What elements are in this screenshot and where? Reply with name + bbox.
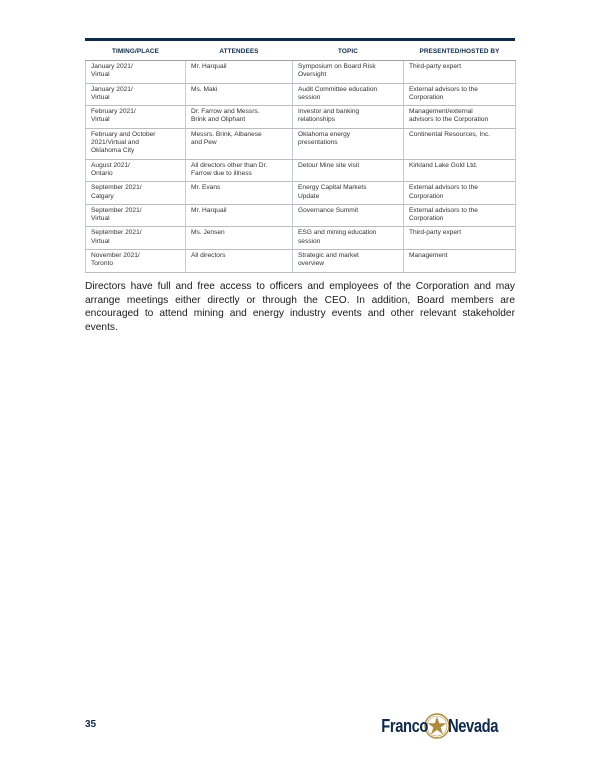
cell-line: February 2021/ — [91, 108, 136, 116]
presented-by-cell — [404, 159, 516, 182]
header-timing-place: TIMING/PLACE — [86, 43, 186, 61]
attendees-cell — [186, 128, 293, 159]
table-row — [86, 106, 516, 129]
attendees-cell — [186, 106, 293, 129]
cell-line: January 2021/ — [91, 85, 133, 93]
topic-cell — [293, 182, 404, 205]
cell-line: Toronto — [91, 260, 113, 268]
topic-cell — [293, 227, 404, 250]
table-row — [86, 250, 516, 273]
cell-line: Brink and Oliphant — [191, 116, 246, 124]
topic-cell — [293, 250, 404, 273]
cell-line: Messrs. Brink, Albanese — [191, 130, 262, 138]
cell-line: relationships — [298, 116, 336, 124]
topic-cell — [293, 128, 404, 159]
attendees-cell — [186, 61, 293, 84]
table-row — [86, 61, 516, 84]
cell-line: session — [298, 93, 321, 101]
table-row — [86, 182, 516, 205]
topic-cell — [293, 83, 404, 106]
timing-place-cell — [86, 128, 186, 159]
cell-line: Calgary — [91, 192, 114, 200]
presented-by-cell — [404, 182, 516, 205]
timing-place-cell — [86, 61, 186, 84]
attendees-cell — [186, 250, 293, 273]
cell-line: Audit Committee education — [298, 85, 378, 93]
franco-nevada-logo — [371, 712, 509, 740]
table-row — [86, 204, 516, 227]
topic-cell — [293, 61, 404, 84]
attendees-cell — [186, 204, 293, 227]
cell-line: Investor and banking — [298, 108, 360, 116]
logo-word-franco: Franco — [381, 715, 429, 736]
cell-line: Continental Resources, Inc. — [409, 130, 490, 138]
presented-by-cell — [404, 128, 516, 159]
timing-place-cell — [86, 106, 186, 129]
cell-line: Governance Summit — [298, 206, 359, 214]
cell-line: Virtual — [91, 237, 110, 245]
table-header-row — [86, 43, 516, 61]
presented-by-cell — [404, 61, 516, 84]
timing-place-cell — [86, 227, 186, 250]
cell-line: February and October — [91, 130, 156, 138]
cell-line: Oklahoma energy — [298, 130, 351, 138]
education-events-table — [85, 43, 516, 273]
timing-place-cell — [86, 83, 186, 106]
cell-line: session — [298, 237, 321, 245]
cell-line: Virtual — [91, 215, 110, 223]
cell-line: External advisors to the — [409, 206, 478, 214]
cell-line: All directors other than Dr. — [191, 161, 268, 169]
timing-place-cell — [86, 182, 186, 205]
page-number: 35 — [85, 719, 97, 730]
cell-line: presentations — [298, 139, 338, 147]
topic-cell — [293, 204, 404, 227]
cell-line: Mr. Harquail — [191, 63, 227, 70]
cell-line: Kirkland Lake Gold Ltd. — [409, 161, 478, 169]
cell-line: Management/external — [409, 108, 473, 116]
cell-line: September 2021/ — [91, 206, 142, 214]
topic-cell — [293, 159, 404, 182]
cell-line: Oklahoma City — [91, 147, 135, 155]
attendees-cell — [186, 227, 293, 250]
timing-place-cell — [86, 204, 186, 227]
cell-line: All directors — [191, 252, 226, 260]
table-top-rule — [85, 38, 515, 41]
cell-line: Ms. Maki — [191, 85, 218, 93]
presented-by-cell — [404, 227, 516, 250]
table-row — [86, 227, 516, 250]
topic-cell — [293, 106, 404, 129]
cell-line: Ms. Jensen — [191, 229, 225, 237]
cell-line: Third-party expert — [409, 229, 462, 237]
header-presented-by: PRESENTED/HOSTED BY — [404, 43, 516, 61]
logo-word-nevada: Nevada — [448, 715, 499, 736]
presented-by-cell — [404, 83, 516, 106]
cell-line: Symposium on Board Risk — [298, 63, 376, 70]
cell-line: Farrow due to illness — [191, 169, 252, 177]
presented-by-cell — [404, 204, 516, 227]
cell-line: January 2021/ — [91, 63, 133, 70]
cell-line: Management — [409, 252, 448, 260]
cell-line: Corporation — [409, 215, 444, 223]
cell-line: Third-party expert — [409, 63, 462, 70]
cell-line: Virtual — [91, 93, 110, 101]
table-row — [86, 83, 516, 106]
cell-line: advisors to the Corporation — [409, 116, 489, 124]
cell-line: Virtual — [91, 116, 110, 124]
attendees-cell — [186, 159, 293, 182]
cell-line: Update — [298, 192, 320, 200]
cell-line: Corporation — [409, 192, 444, 200]
directors-access-paragraph: Directors have full and free access to officers and employees of the Corporation and may arrange meetings either directly or through the CEO. In addition, Board members are encouraged to attend mining and energy industry events and other relevant stakeholder events. — [85, 281, 515, 333]
cell-line: ESG and mining education — [298, 229, 377, 237]
timing-place-cell — [86, 250, 186, 273]
cell-line: August 2021/ — [91, 161, 130, 169]
table-row — [86, 128, 516, 159]
header-topic: TOPIC — [293, 43, 404, 61]
cell-line: overview — [298, 260, 325, 268]
cell-line: Strategic and market — [298, 252, 359, 260]
attendees-cell — [186, 83, 293, 106]
cell-line: September 2021/ — [91, 184, 142, 192]
table-row — [86, 159, 516, 182]
cell-line: and Pew — [191, 139, 217, 147]
cell-line: November 2021/ — [91, 252, 140, 260]
presented-by-cell — [404, 250, 516, 273]
attendees-cell — [186, 182, 293, 205]
cell-line: External advisors to the — [409, 85, 478, 93]
cell-line: Mr. Evans — [191, 184, 221, 192]
cell-line: Ontario — [91, 169, 113, 177]
cell-line: Detour Mine site visit — [298, 161, 360, 169]
cell-line: Oversight — [298, 71, 327, 79]
cell-line: Corporation — [409, 93, 444, 101]
cell-line: Virtual — [91, 71, 110, 79]
cell-line: Energy Capital Markets — [298, 184, 367, 192]
cell-line: 2021/Virtual and — [91, 139, 139, 147]
cell-line: External advisors to the — [409, 184, 478, 192]
presented-by-cell — [404, 106, 516, 129]
timing-place-cell — [86, 159, 186, 182]
cell-line: Mr. Harquail — [191, 206, 227, 214]
cell-line: September 2021/ — [91, 229, 142, 237]
header-attendees: ATTENDEES — [186, 43, 293, 61]
cell-line: Dr. Farrow and Messrs. — [191, 108, 260, 116]
